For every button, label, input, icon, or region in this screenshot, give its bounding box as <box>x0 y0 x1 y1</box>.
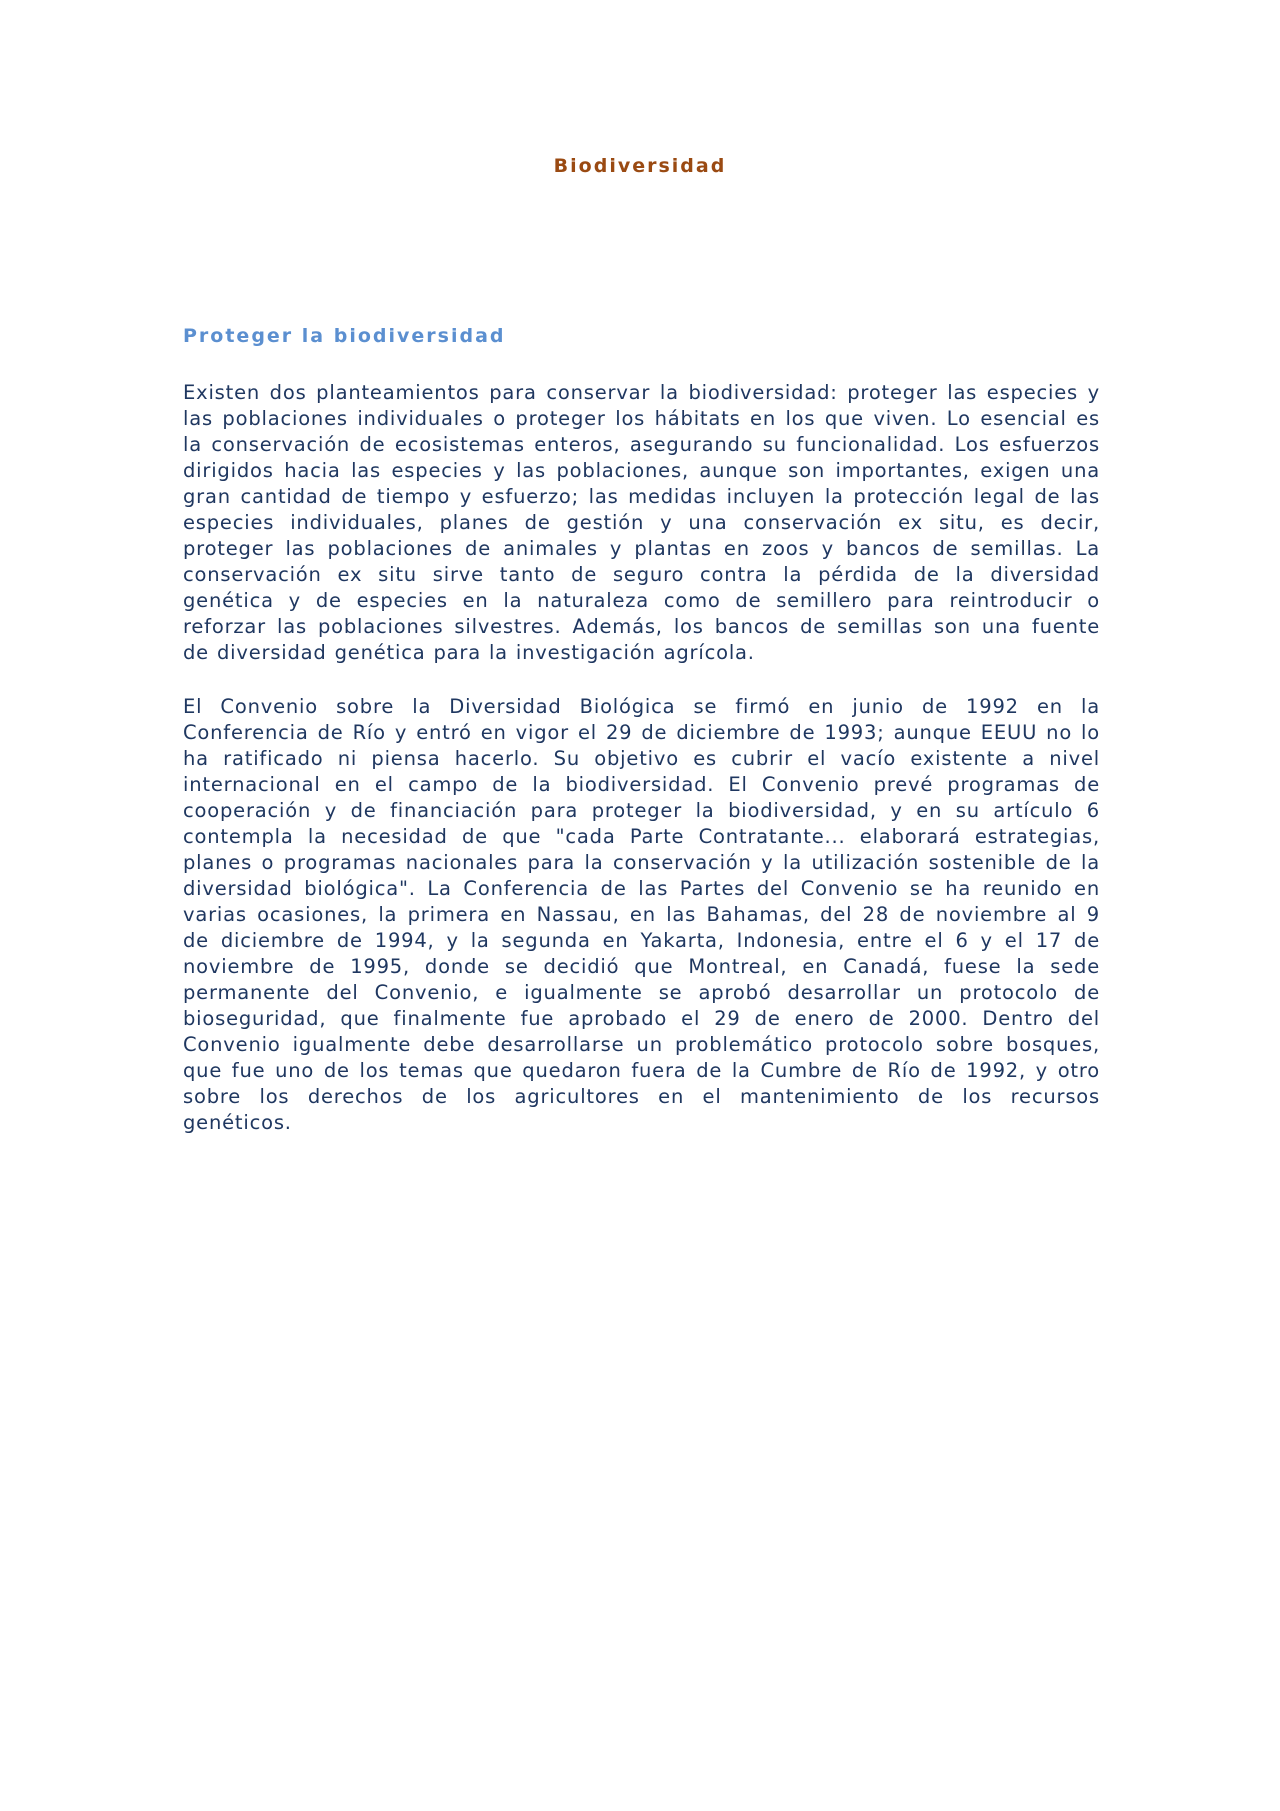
section-body <box>183 380 1100 1164</box>
paragraph: El Convenio sobre la Diversidad Biológica se firmó en junio de 1992 en la Conferencia de Río y entró en vigor el 29 de diciembre de 1993; aunque EEUU no lo ha ratificado ni piensa hacerlo. Su objetivo es cubrir el vacío existente a nivel internacional en el campo de la biodiversidad. El Convenio prevé programas de cooperación y de financiación para proteger la biodiversidad, y en su artículo 6 contempla la necesidad de que "cada Parte Contratante... elaborará estrategias, planes o programas nacionales para la conservación y la utilización sostenible de la diversidad biológica". La Conferencia de las Partes del Convenio se ha reunido en varias ocasiones, la primera en Nassau, en las Bahamas, del 28 de noviembre al 9 de diciembre de 1994, y la segunda en Yakarta, Indonesia, entre el 6 y el 17 de noviembre de 1995, donde se decidió que Montreal, en Canadá, fuese la sede permanente del Convenio, e igualmente se aprobó desarrollar un protocolo de bioseguridad, que finalmente fue aprobado el 29 de enero de 2000. Dentro del Convenio igualmente debe desarrollarse un problemático protocolo sobre bosques, que fue uno de los temas que quedaron fuera de la Cumbre de Río de 1992, y otro sobre los derechos de los agricultores en el mantenimiento de los recursos genéticos. <box>183 695 1100 1134</box>
paragraph: Existen dos planteamientos para conservar la biodiversidad: proteger las especies y las poblaciones individuales o proteger los hábitats en los que viven. Lo esencial es la conservación de ecosistemas enteros, asegurando su funcionalidad. Los esfuerzos dirigidos hacia las especies y las poblaciones, aunque son importantes, exigen una gran cantidad de tiempo y esfuerzo; las medidas incluyen la protección legal de las especies individuales, planes de gestión y una conservación ex situ, es decir, proteger las poblaciones de animales y plantas en zoos y bancos de semillas. La conservación ex situ sirve tanto de seguro contra la pérdida de la diversidad genética y de especies en la naturaleza como de semillero para reintroducir o reforzar las poblaciones silvestres. Además, los bancos de semillas son una fuente de diversidad genética para la investigación agrícola. <box>183 381 1100 664</box>
document-title: Biodiversidad <box>553 155 727 177</box>
section-heading: Proteger la biodiversidad <box>183 325 506 347</box>
